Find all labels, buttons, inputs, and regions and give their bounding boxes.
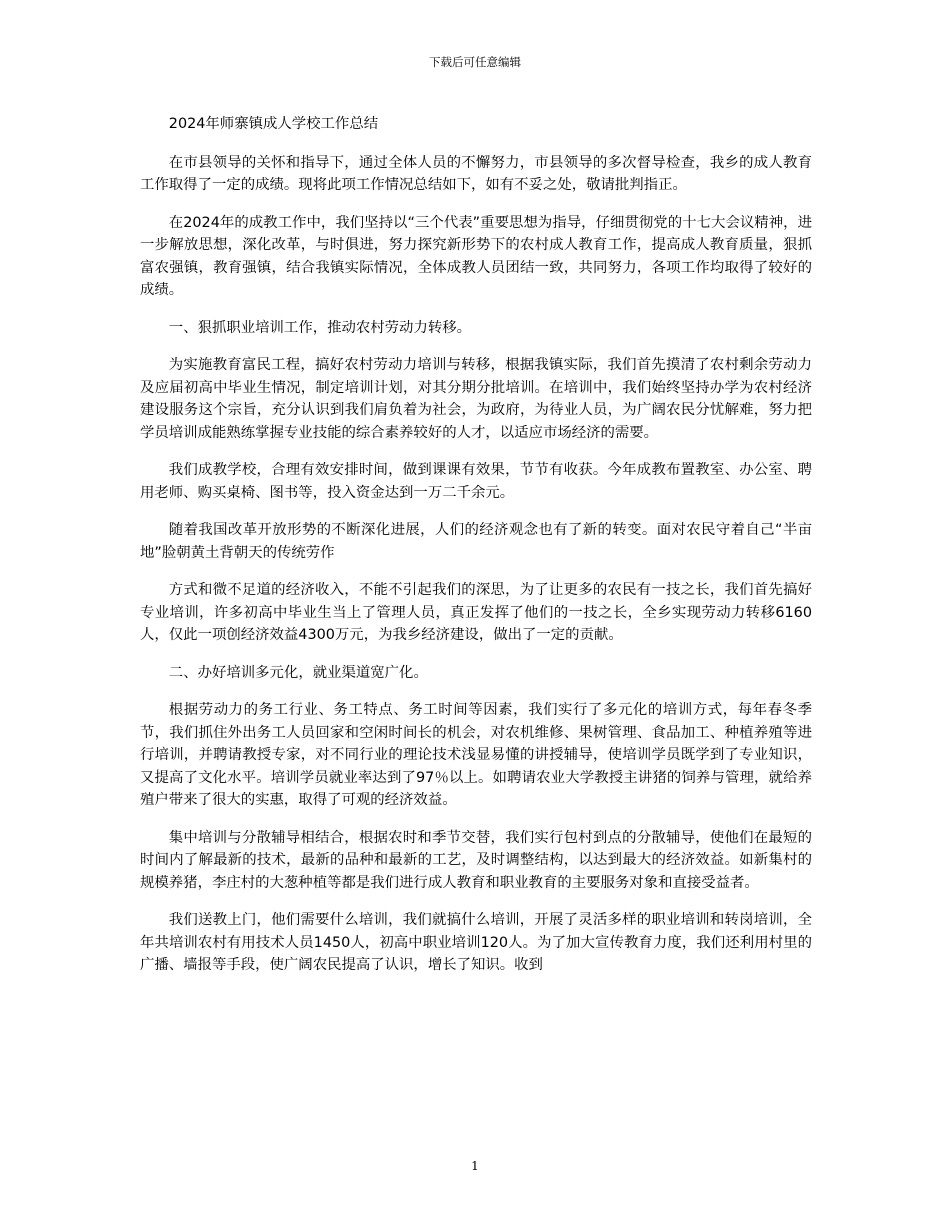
- paragraph-school-investment: 我们成教学校，合理有效安排时间，做到课课有效果，节节有收获。今年成教布置教室、办公室、聘用老师、购买桌椅、图书等，投入资金达到一万二千余元。: [140, 462, 812, 501]
- paragraph-door-to-door: 我们送教上门，他们需要什么培训，我们就搞什么培训，开展了灵活多样的职业培训和转岗培训，全年共培训农村有用技术人员1450人，初高中职业培训120人。为了加大宣传教育力度，我们还利用村里的广播、墙报等手段，使广阔农民提高了认识，增长了知识。收到: [140, 912, 812, 973]
- paragraph-overview: 在2024年的成教工作中，我们坚持以“三个代表”重要思想为指导，仔细贯彻党的十七大会议精神，进一步解放思想，深化改革，与时俱进，努力探究新形势下的农村成人教育工作，提高成人教育质量，狠抓富农强镇，教育强镇，结合我镇实际情况，全体成教人员团结一致，共同努力，各项工作均取得了较好的成绩。: [140, 214, 812, 298]
- document-title: 2024年师寨镇成人学校工作总结: [168, 116, 379, 132]
- section-heading-1: 一、狠抓职业培训工作，推动农村劳动力转移。: [168, 319, 472, 336]
- paragraph-training-plan: 为实施教育富民工程，搞好农村劳动力培训与转移，根据我镇实际，我们首先摸清了农村剩余劳动力及应届初高中毕业生情况，制定培训计划，对其分期分批培训。在培训中，我们始终坚持办学为农村经济建设服务这个宗旨，充分认识到我们肩负着为社会，为政府，为待业人员，为广阔农民分忧解难，努力把学员培训成能熟练掌握专业技能的综合素养较好的人才，以适应市场经济的需要。: [140, 357, 812, 441]
- page-header: 下载后可任意编辑: [429, 55, 521, 69]
- paragraph-labor-transfer: 方式和微不足道的经济收入，不能不引起我们的深思，为了让更多的农民有一技之长，我们首先搞好专业培训，许多初高中毕业生当上了管理人员，真正发挥了他们的一技之长，全乡实现劳动力转移6160人，仅此一项创经济效益4300万元，为我乡经济建设，做出了一定的贡献。: [140, 582, 812, 643]
- paragraph-intro: 在市县领导的关怀和指导下，通过全体人员的不懈努力，市县领导的多次督导检查，我乡的成人教育工作取得了一定的成绩。现将此项工作情况总结如下，如有不妥之处，敬请批判指正。: [140, 154, 812, 193]
- paragraph-centralized-training: 集中培训与分散辅导相结合，根据农时和季节交替，我们实行包村到点的分散辅导，使他们在最短的时间内了解最新的技术，最新的品种和最新的工艺，及时调整结构，以达到最大的经济效益。如新集村的规模养猪，李庄村的大葱种植等都是我们进行成人教育和职业教育的主要服务对象和直接受益者。: [140, 829, 812, 891]
- paragraph-diversified-training: 根据劳动力的务工行业、务工特点、务工时间等因素，我们实行了多元化的培训方式，每年春冬季节，我们抓住外出务工人员回家和空闲时间长的机会，对农机维修、果树管理、食品加工、种植养殖等进行培训，并聘请教授专家，对不同行业的理论技术浅显易懂的讲授辅导，使培训学员既学到了专业知识，又提高了文化水平。培训学员就业率达到了97％以上。如聘请农业大学教授主讲猪的饲养与管理，就给养殖户带来了很大的实惠，取得了可观的经济效益。: [140, 702, 812, 808]
- document-body: [140, 113, 812, 992]
- paragraph-reform: 随着我国改革开放形势的不断深化进展，人们的经济观念也有了新的转变。面对农民守着自己“半亩地”脸朝黄土背朝天的传统劳作: [140, 522, 812, 561]
- page-number: 1: [471, 1159, 479, 1173]
- section-heading-2: 二、办好培训多元化，就业渠道宽广化。: [168, 664, 428, 681]
